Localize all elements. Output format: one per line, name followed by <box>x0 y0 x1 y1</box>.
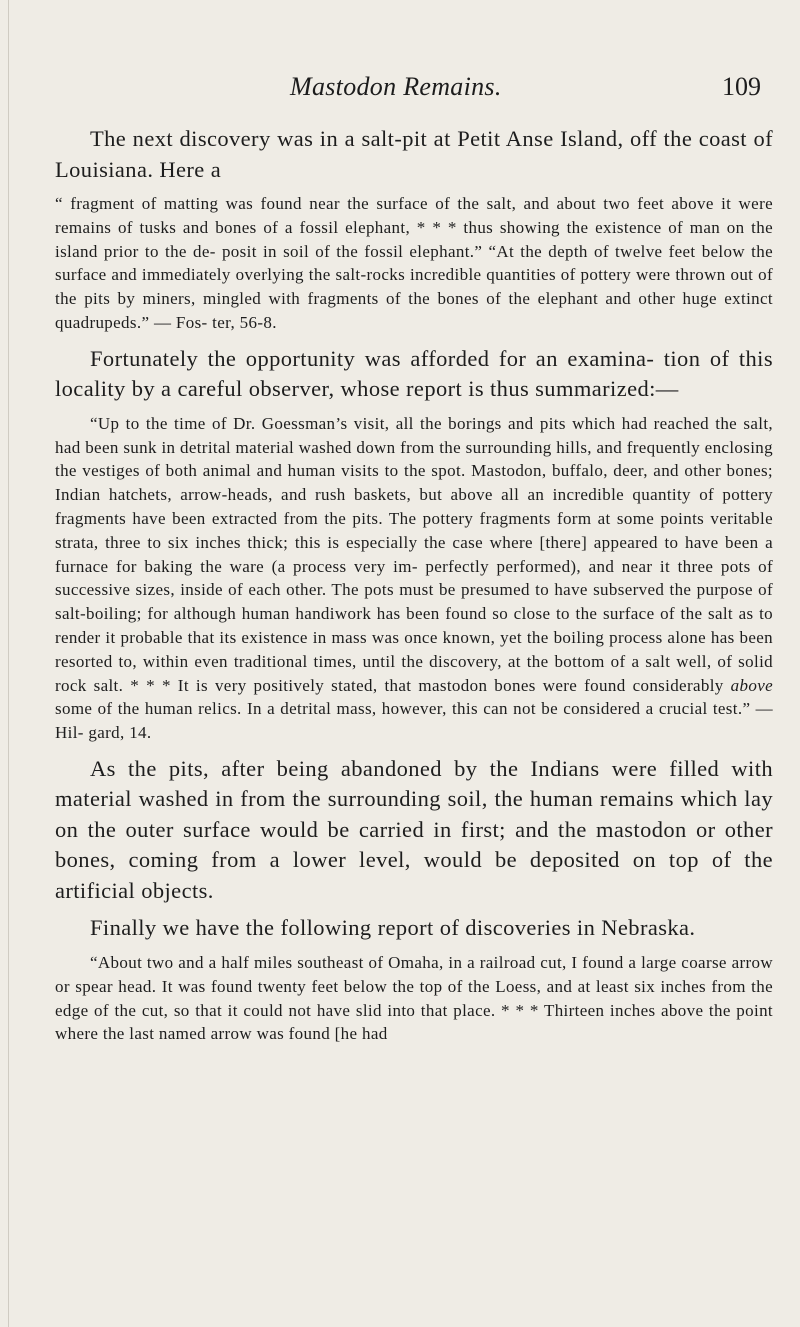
quote-omaha: “About two and a half miles southeast of Omaha, in a railroad cut, I found a large coarse arrow or spear head. It was found twenty feet below the top of the Loess, and at least six inches from the edge of the cut, so that it could not have slid into that place. * * * Thirteen inches above the point where the last named arrow was found [he had <box>55 952 773 1044</box>
page-header <box>0 72 800 112</box>
paragraph-salt-pit-intro: The next discovery was in a salt-pit at Petit Anse Island, off the coast of Louisiana. Here a <box>55 126 773 182</box>
quote-hilgard-part1: “Up to the time of Dr. Goessman’s visit, all the borings and pits which had reached the salt, had been sunk in detrital material washed down from the surrounding hills, and frequently enclosing the vestiges of both animal and human visits to the spot. Mastodon, buffalo, deer, and other bones; Indian hatchets, arrow-heads, and rush baskets, but above all an incredible quantity of pottery fragments have been extracted from the pits. The pottery fragments form at some points veritable strata, three to six inches thick; this is especially the case where [there] appeared to have been a furnace for baking the ware (a process very im- perfectly performed), and near it three pots of successive sizes, inside of each other. The pots must be presumed to have subserved the purpose of salt-boiling; for although human handiwork has been found so close to the surface of the salt as to render it probable that its existence in mass was once known, yet the boiling process alone has been resorted to, within even traditional times, until the discovery, at the bottom of a salt well, of solid rock salt. * * * It is very positively stated, that mastodon bones were found considerably <box>55 413 773 695</box>
quote-hilgard-emphasis: above <box>730 675 773 695</box>
page-number: 109 <box>722 72 761 101</box>
quote-hilgard <box>55 412 773 745</box>
page-edge-line <box>8 0 9 1327</box>
quote-hilgard-part2: some of the human relics. In a detrital mass, however, this can not be considered a crucial test.” — Hil- gard, 14. <box>55 699 773 743</box>
quote-foster: “ fragment of matting was found near the surface of the salt, and about two feet above it were remains of tusks and bones of a fossil elephant, * * * thus showing the existence of man on the island prior to the de- posit in soil of the fossil elephant.” “At the depth of twelve feet below the surface and immediately overlying the salt-rocks incredible quantities of pottery were thrown out of the pits by miners, mingled with fragments of the bones of the elephant and other huge extinct quadrupeds.” — Fos- ter, 56-8. <box>55 194 773 332</box>
paragraph-pits-abandoned: As the pits, after being abandoned by the Indians were filled with material washed in from the surrounding soil, the human remains which lay on the outer surface would be carried in first; and the mastodon or other bones, coming from a lower level, would be deposited on top of the artificial objects. <box>55 755 773 903</box>
page-body <box>55 124 773 1055</box>
running-title: Mastodon Remains. <box>290 72 502 101</box>
paragraph-opportunity: Fortunately the opportunity was afforded for an examina- tion of this locality by a careful observer, whose report is thus summarized:— <box>55 345 773 402</box>
paragraph-nebraska-intro: Finally we have the following report of discoveries in Nebraska. <box>90 915 696 941</box>
